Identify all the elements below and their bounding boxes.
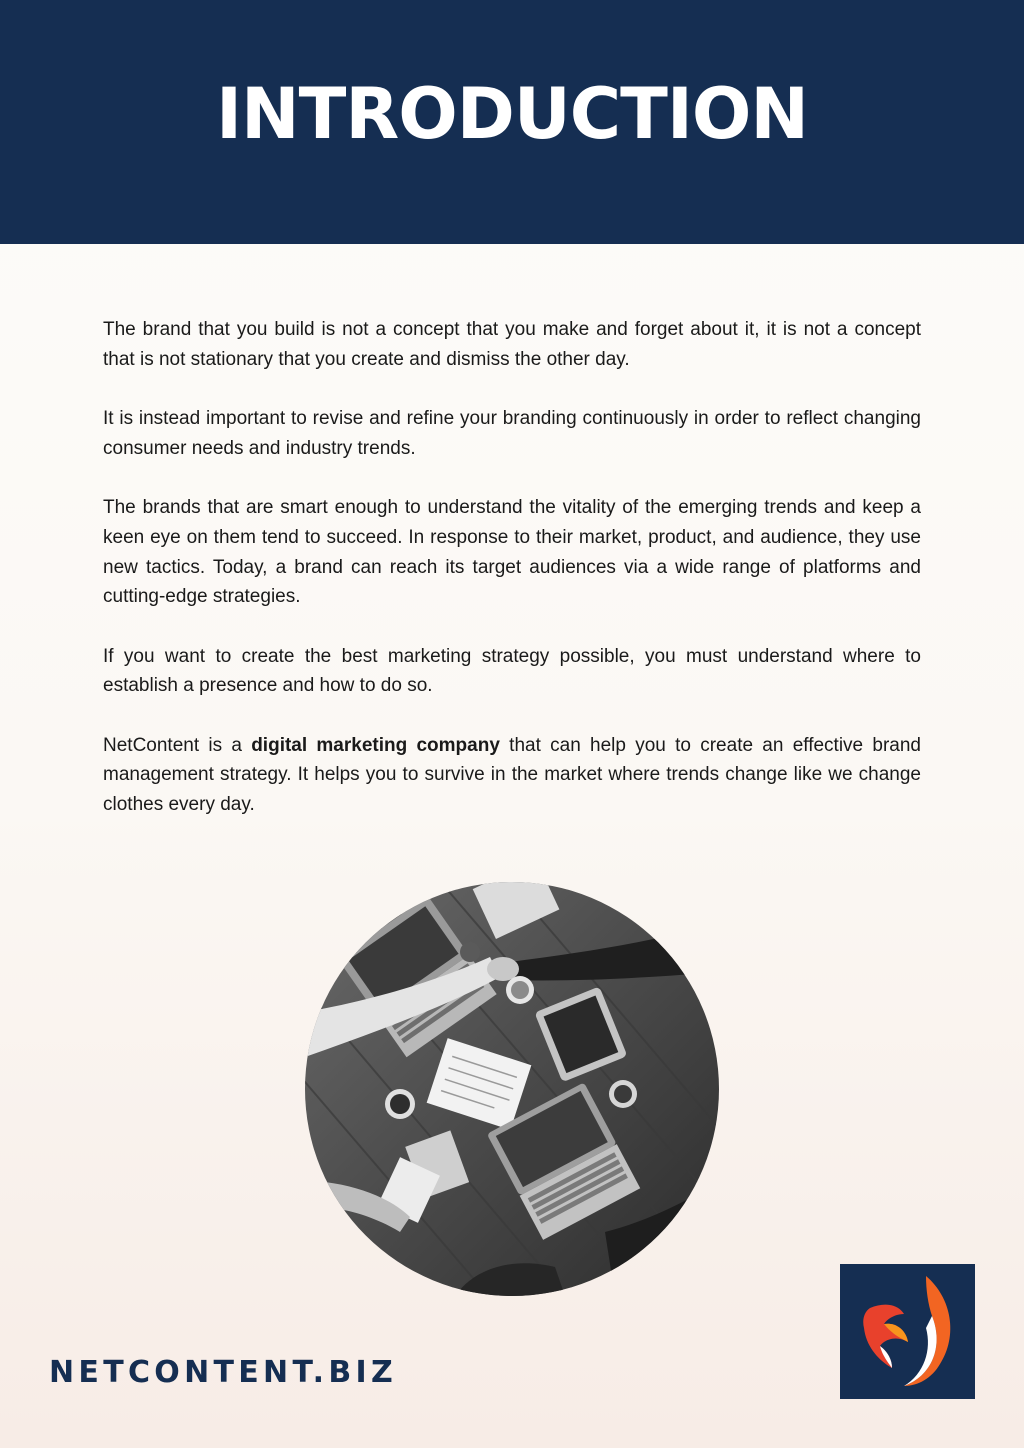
fox-flame-logo-icon [840,1264,975,1399]
paragraph [103,731,921,820]
highlighted-keyword: digital marketing company [251,734,500,756]
page-title: INTRODUCTION [216,73,808,155]
paragraph-text: NetContent is a [103,734,252,756]
paragraph-text: that can help you to create an effective brand management strategy. It helps you to survive in the market where trends change like we change clothes every day. [103,734,921,816]
header-banner [0,0,1024,244]
website-url: NETCONTENT.BIZ [49,1355,398,1390]
paragraph: The brands that are smart enough to understand the vitality of the emerging trends and keep a keen eye on them tend to succeed. In response to their market, product, and audience, they use new tactics. Today, a brand can reach its target audiences via a wide range of platforms and cutting-edge strategies. [103,497,921,608]
paragraph: The brand that you build is not a concept that you make and forget about it, it is not a concept that is not stationary that you create and dismiss the other day. [103,319,921,370]
team-meeting-photo [305,882,719,1296]
paragraph: If you want to create the best marketing strategy possible, you must understand where to establish a presence and how to do so. [103,645,921,697]
paragraph: It is instead important to revise and refine your branding continuously in order to reflect changing consumer needs and industry trends. [103,408,921,459]
body-text [103,315,921,850]
